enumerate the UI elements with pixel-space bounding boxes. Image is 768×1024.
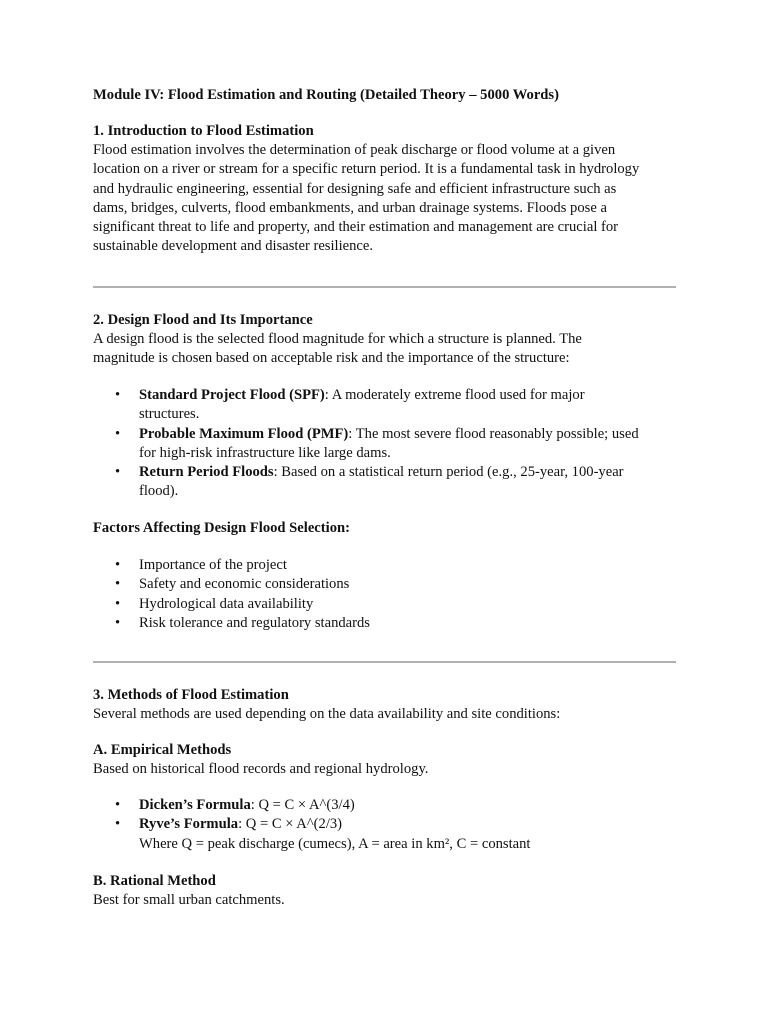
list-item: • Hydrological data availability (93, 595, 683, 614)
formula-where-note: Where Q = peak discharge (cumecs), A = area in km², C = constant (139, 836, 531, 852)
section-1-paragraph (93, 141, 683, 257)
formula-text: : Q = C × A^(3/4) (250, 797, 355, 813)
factors-list (93, 556, 683, 633)
list-item-text: structures. (139, 406, 200, 423)
paragraph-line: significant threat to life and property, and their estimation and management are crucial for (93, 219, 619, 236)
list-item-text: for high-risk infrastructure like large dams. (139, 444, 391, 461)
list-item: • Risk tolerance and regulatory standards (93, 614, 683, 633)
section-2-paragraph (93, 330, 683, 369)
design-flood-list (93, 386, 683, 502)
list-item-text: : Based on a statistical return period (e.g., 25-year, 100-year (273, 464, 624, 481)
section-2-heading: 2. Design Flood and Its Importance (93, 312, 313, 328)
list-item-text: : A moderately extreme flood used for major (324, 387, 585, 403)
formula-term: Ryve’s Formula (139, 816, 239, 833)
list-item (93, 386, 683, 425)
list-item-text: : The most severe flood reasonably possible; used (348, 425, 639, 442)
list-item (93, 815, 683, 834)
list-item (93, 796, 683, 815)
paragraph-line: dams, bridges, culverts, flood embankments, and urban drainage systems. Floods pose a (93, 199, 607, 216)
section-3-intro: Several methods are used depending on the data availability and site conditions: (93, 706, 561, 722)
formula-list (93, 796, 683, 835)
section-divider (93, 286, 676, 288)
paragraph-line: Flood estimation involves the determination of peak discharge or flood volume at a given (93, 142, 616, 158)
rational-method-heading: B. Rational Method (93, 873, 216, 889)
list-item: • Safety and economic considerations (93, 575, 683, 594)
section-3-heading: 3. Methods of Flood Estimation (93, 687, 289, 703)
factors-heading: Factors Affecting Design Flood Selection: (93, 520, 350, 536)
list-item-term: Return Period Floods (139, 464, 274, 481)
empirical-methods-heading: A. Empirical Methods (93, 742, 232, 758)
list-item-text: flood). (139, 483, 179, 500)
formula-term: Dicken’s Formula (139, 797, 251, 813)
list-item (93, 463, 683, 502)
list-item-term: Probable Maximum Flood (PMF) (139, 425, 349, 442)
rational-method-intro: Best for small urban catchments. (93, 892, 285, 908)
section-divider (93, 661, 676, 663)
formula-text: : Q = C × A^(2/3) (238, 816, 343, 833)
empirical-methods-intro: Based on historical flood records and regional hydrology. (93, 761, 429, 777)
paragraph-line: A design flood is the selected flood magnitude for which a structure is planned. The (93, 331, 582, 347)
paragraph-line: magnitude is chosen based on acceptable risk and the importance of the structure: (93, 350, 570, 367)
paragraph-line: and hydraulic engineering, essential for designing safe and efficient infrastructure such as (93, 180, 617, 197)
paragraph-line: sustainable development and disaster resilience. (93, 238, 374, 255)
list-item: • Importance of the project (93, 556, 683, 575)
list-item-term: Standard Project Flood (SPF) (139, 387, 325, 403)
document-title: Module IV: Flood Estimation and Routing (Detailed Theory – 5000 Words) (93, 87, 559, 103)
paragraph-line: location on a river or stream for a specific return period. It is a fundamental task in hydrology (93, 161, 640, 178)
section-1-heading: 1. Introduction to Flood Estimation (93, 123, 314, 139)
list-item (93, 425, 683, 464)
